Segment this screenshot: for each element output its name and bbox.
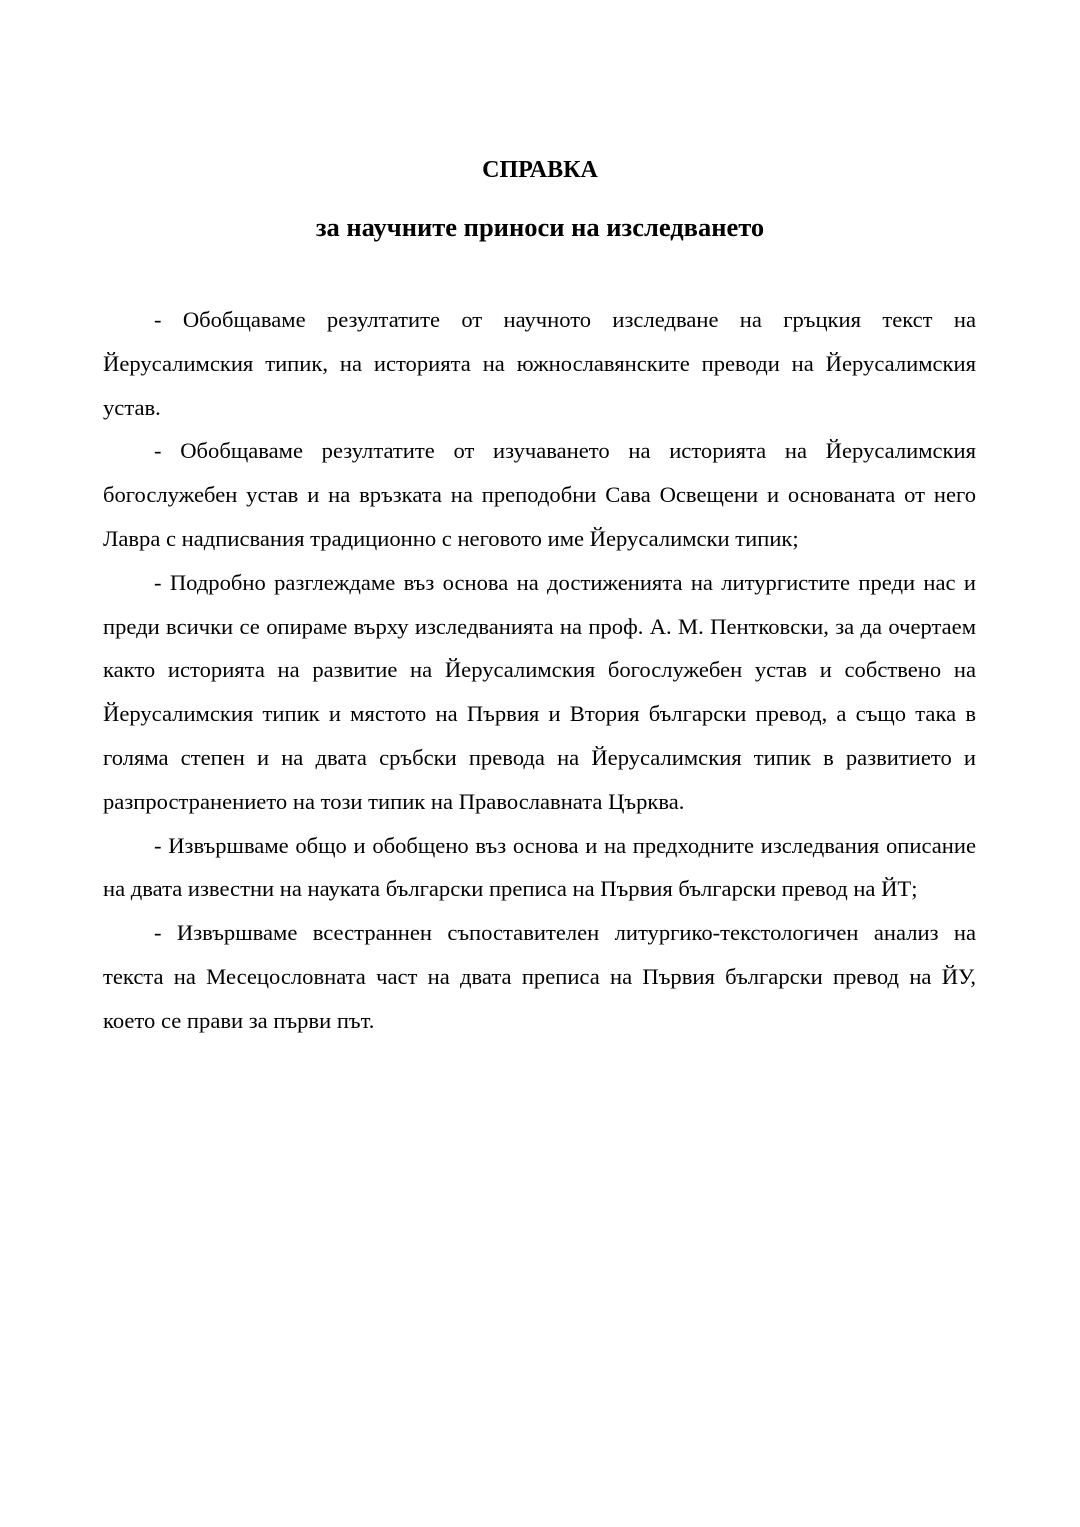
document-body <box>103 298 976 1043</box>
contribution-paragraph: - Обобщаваме резултатите от научното изследване на гръцкия текст на Йерусалимския типик, на историята на южнославянските преводи на Йерусалимския устав. <box>103 307 976 420</box>
contribution-paragraph: - Извършваме всестраннен съпоставителен литургико-текстологичен анализ на текста на Месецословната част на двата преписа на Първия български превод на ЙУ, което се прави за първи път. <box>103 920 976 1033</box>
contribution-paragraph: - Подробно разглеждаме въз основа на достиженията на литургистите преди нас и преди всички се опираме върху изследванията на проф. А. М. Пентковски, за да очертаем както историята на развитие на Йерусалимския богослужебен устав и собствено на Йерусалимския типик и мястото на Първия и Втория български превод, а също така в голяма степен и на двата сръбски превода на Йерусалимския типик в развитието и разпространението на този типик на Православната Църква. <box>103 569 976 814</box>
contribution-paragraph: - Извършваме общо и обобщено въз основа и на предходните изследвания описание на двата известни на науката български преписа на Първия български превод на ЙТ; <box>103 832 976 902</box>
page-title: СПРАВКА <box>482 157 598 183</box>
page-subtitle: за научните приноси на изследването <box>315 212 765 242</box>
contribution-paragraph: - Обобщаваме резултатите от изучаването на историята на Йерусалимския богослужебен устав и на връзката на преподобни Сава Освещени и основаната от него Лавра с надписвания традиционно с неговото име Йерусалимски типик; <box>103 438 976 551</box>
